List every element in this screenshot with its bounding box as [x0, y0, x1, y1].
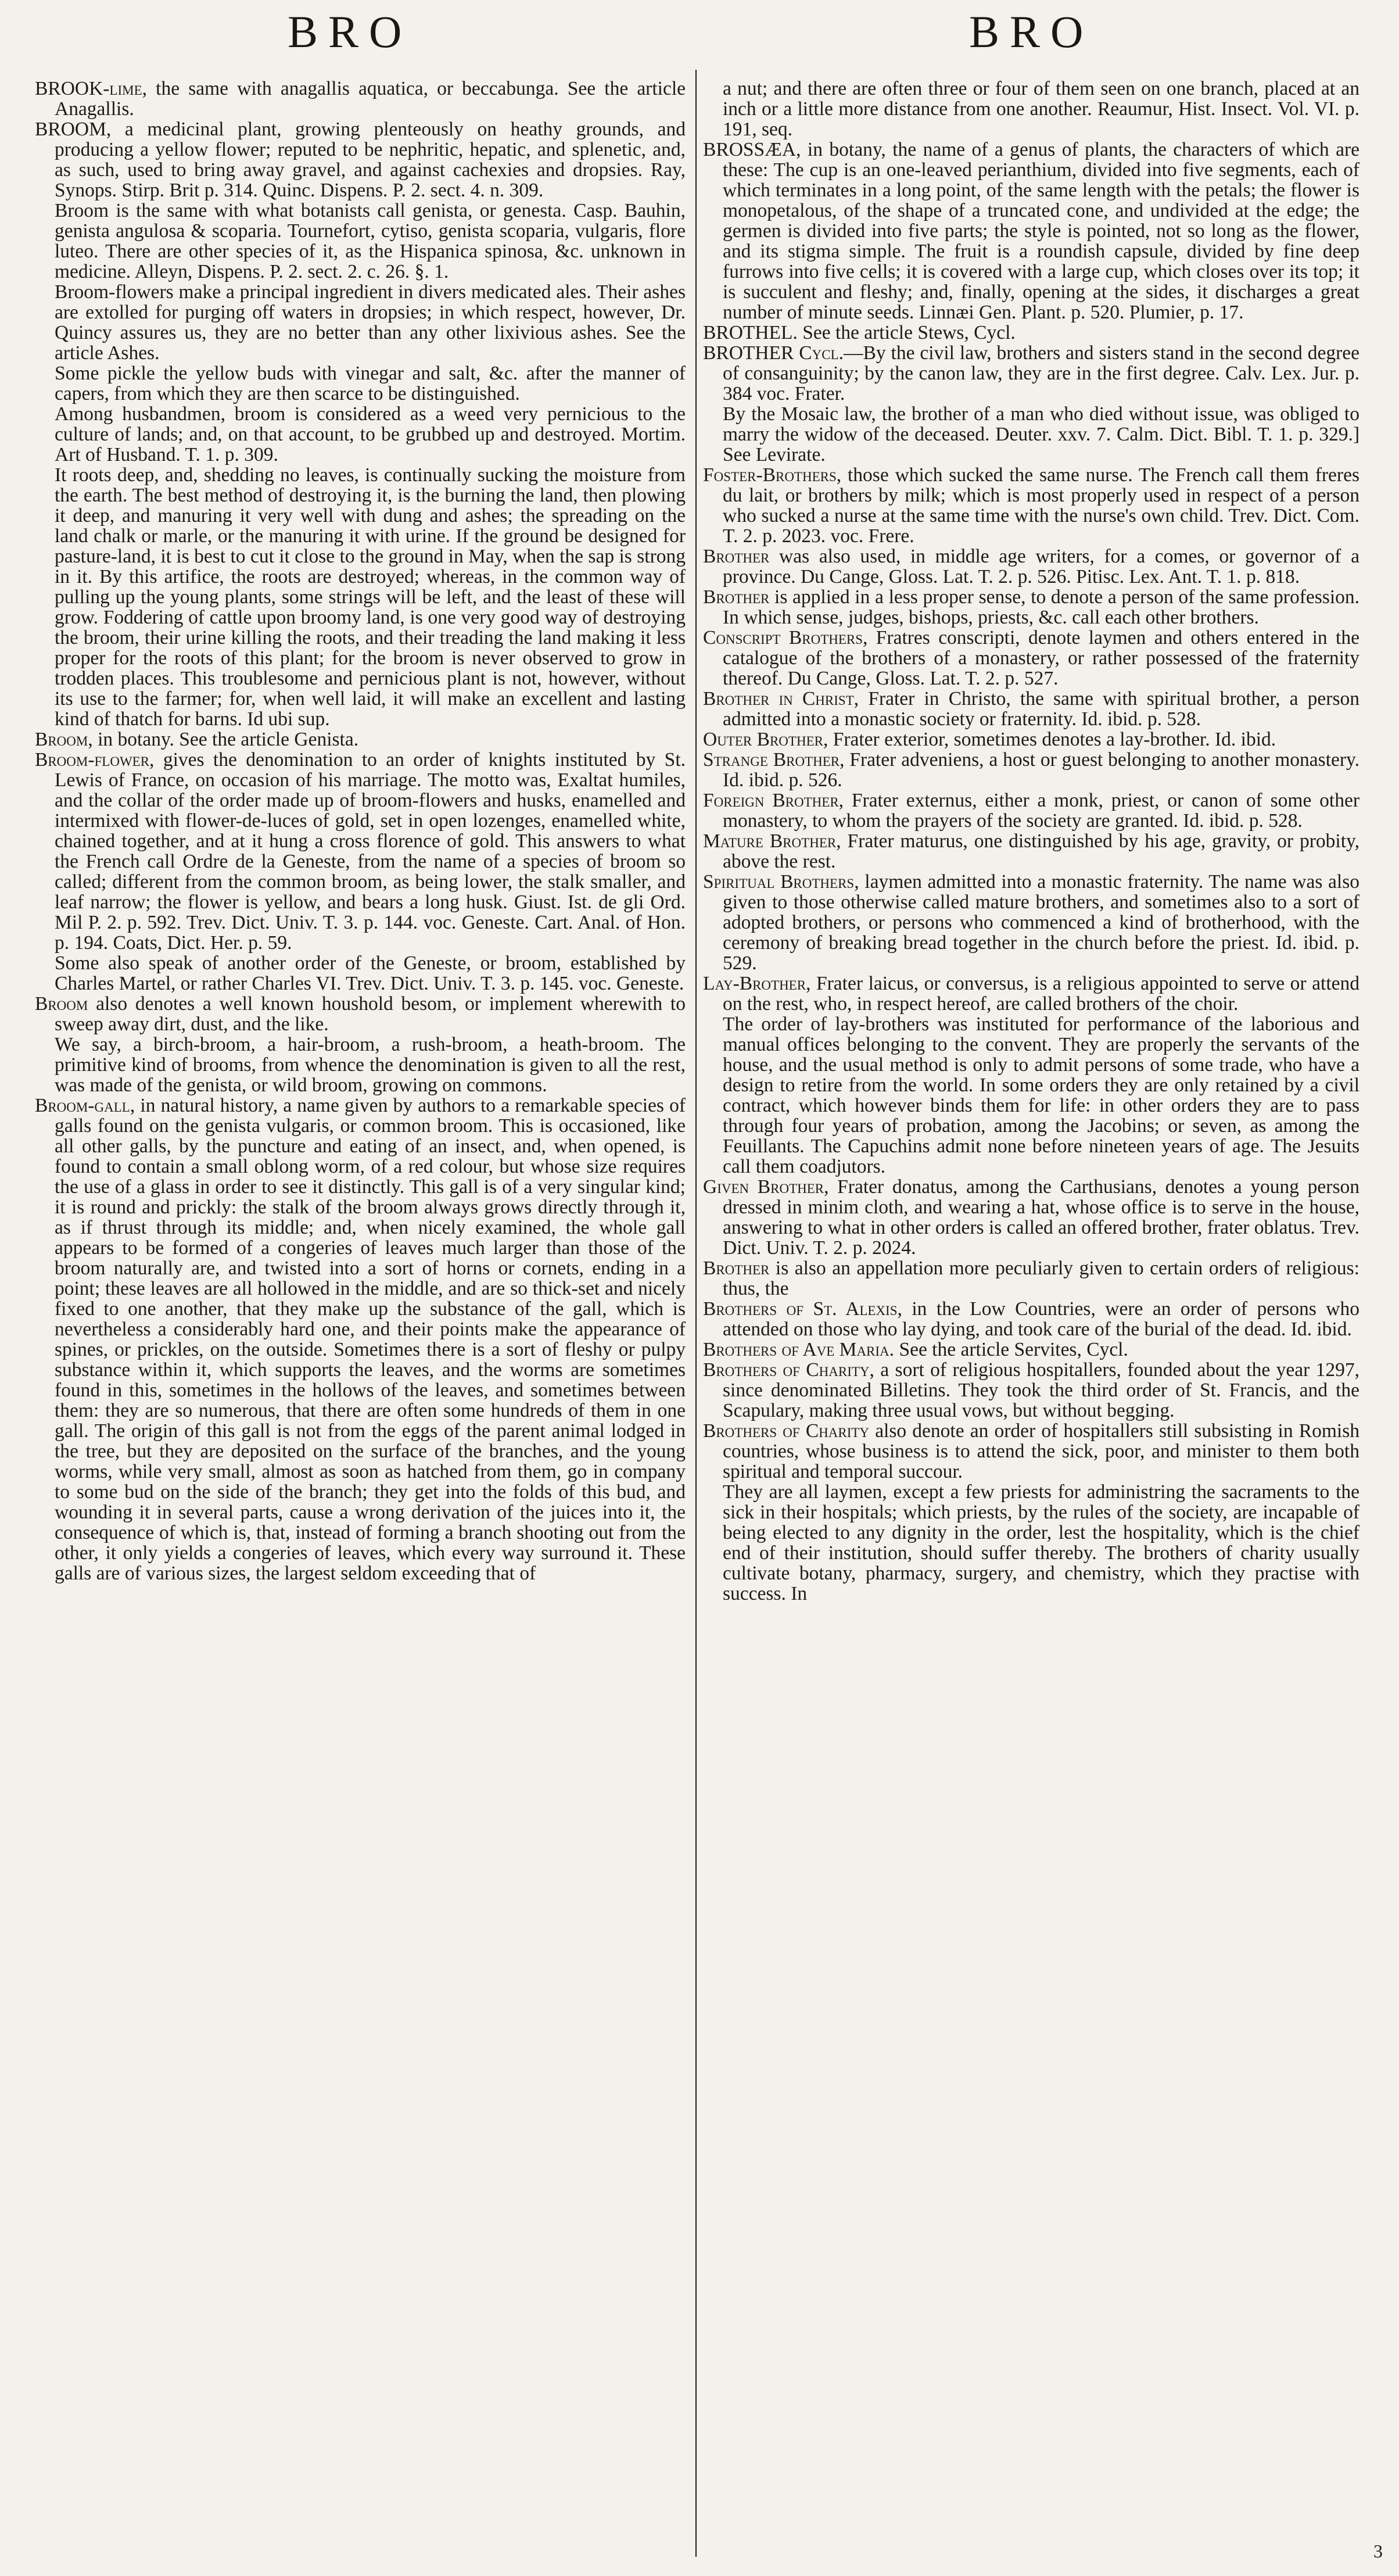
entry-text: Broom-flowers make a principal ingredient in divers medicated ales. Their ashes are extolled for purging off waters in dropsies; in which respect, however, Dr. Quincy assures us, they are no better than any other lixivious ashes. See the article Ashes.: [55, 281, 686, 364]
entry: [703, 546, 1359, 587]
entry-text: See the article Servites, Cycl.: [894, 1339, 1128, 1360]
headword: Brothers of Charity: [703, 1420, 870, 1442]
entry: [703, 1421, 1359, 1482]
entry-text: laymen admitted into a monastic fraternity. The name was also given to those otherwise called mature brothers, and sometimes also to a sort of adopted brothers, or persons who commenced a kind of brotherhood, with the ceremony of breaking bread together in the church before the priest. Id. ibid. p. 529.: [723, 871, 1359, 974]
headword: BROTHER Cycl.: [703, 342, 844, 364]
headword: BROOM,: [35, 119, 112, 140]
entry-text: also denotes a well known houshold besom, or implement wherewith to sweep away dirt, dust, and the like.: [55, 993, 686, 1035]
headword: Conscript Brothers,: [703, 627, 868, 649]
entry-text: Frater in Christo, the same with spiritual brother, a person admitted into a monastic society or fraternity. Id. ibid. p. 528.: [723, 688, 1359, 730]
headword: Mature Brother,: [703, 830, 841, 852]
entry: [703, 465, 1359, 546]
headword: Broom,: [35, 729, 93, 750]
entry: [703, 831, 1359, 872]
entry: [703, 404, 1359, 465]
entry: [35, 750, 686, 953]
entry-text: in botany. See the article Genista.: [92, 729, 359, 750]
entry: [703, 78, 1359, 139]
entry: [703, 139, 1359, 323]
headword: Brothers of Ave Maria.: [703, 1339, 895, 1360]
headword: Broom: [35, 993, 88, 1015]
entry: [703, 689, 1359, 729]
entry: [35, 78, 686, 119]
entry: [703, 750, 1359, 790]
headword: Brothers of Charity,: [703, 1359, 874, 1381]
entry: [703, 1482, 1359, 1604]
entry: [703, 790, 1359, 831]
headword: Lay-Brother,: [703, 973, 811, 994]
entry-text: It roots deep, and, shedding no leaves, is continually sucking the moisture from the earth. The best method of destroying it, is the burning the land, then plowing it deep, and manuring it very well with dung and ashes; the spreading on the land chalk or marle, or the manuring it with urine. If the ground be designed for pasture-land, it is best to cut it close to the ground in May, when the sap is strong in it. By this artifice, the roots are destroyed; whereas, in the common way of pulling up the young plants, some strings will be left, and the least of these will grow. Foddering of cattle upon broomy land, is one very good way of destroying the broom, their urine killing the roots, and their treading the land making it less proper for the roots of this plant; for the broom is never observed to grow in trodden places. This troublesome and pernicious plant is not, however, without its use to the farmer; for, when well laid, it will make an excellent and lasting kind of thatch for barns. Id ubi sup.: [55, 464, 686, 730]
entry: [35, 200, 686, 282]
entry-text: in the Low Countries, were an order of persons who attended on those who lay dying, and took care of the burial of the dead. Id. ibid.: [723, 1298, 1359, 1340]
entry-text: Among husbandmen, broom is considered as a weed very pernicious to the culture of lands; and, on that account, to be grubbed up and destroyed. Mortim. Art of Husband. T. 1. p. 309.: [55, 403, 686, 465]
entry: [703, 1299, 1359, 1339]
entry-text: By the Mosaic law, the brother of a man who died without issue, was obliged to marry the widow of the deceased. Deuter. xxv. 7. Calm. Dict. Bibl. T. 1. p. 329.] See Levirate.: [723, 403, 1359, 465]
entry: [703, 973, 1359, 1014]
entry: [35, 1095, 686, 1583]
entry: [703, 1258, 1359, 1299]
entry: [35, 404, 686, 465]
headword: BROTHEL.: [703, 322, 798, 343]
headword: Brother: [703, 546, 770, 567]
entry-text: is applied in a less proper sense, to denote a person of the same profession. In which sense, judges, bishops, priests, &c. call each other brothers.: [723, 586, 1359, 628]
headword: BROSSÆA,: [703, 139, 801, 160]
entry-text: Frater laicus, or conversus, is a religious appointed to serve or attend on the rest, who, in respect hereof, are called brothers of the choir.: [723, 973, 1359, 1015]
entry: [703, 587, 1359, 628]
entry: [703, 323, 1359, 343]
entry-text: Broom is the same with what botanists call genista, or genesta. Casp. Bauhin, genista angulosa & scoparia. Tournefort, cytiso, genista scoparia, vulgaris, flore luteo. There are other species of it, as the Hispanica spinosa, &c. unknown in medicine. Alleyn, Dispens. P. 2. sect. 2. c. 26. §. 1.: [55, 200, 686, 282]
entry: [703, 1177, 1359, 1258]
entry: [35, 363, 686, 404]
entry: [35, 1034, 686, 1095]
entry: [703, 1339, 1359, 1360]
entry-text: the same with anagallis aquatica, or beccabunga. See the article Anagallis.: [55, 78, 686, 120]
entry: [35, 119, 686, 200]
entry: [35, 465, 686, 729]
entry-text: a nut; and there are often three or four of them seen on one branch, placed at an inch or a little more distance from one another. Reaumur, Hist. Insect. Vol. VI. p. 191, seq.: [723, 78, 1359, 140]
entry: [35, 729, 686, 750]
entry: [35, 994, 686, 1034]
headword: BROOK-lime,: [35, 78, 148, 99]
entry-text: We say, a birch-broom, a hair-broom, a rush-broom, a heath-broom. The primitive kind of brooms, from whence the denomination is given to all the rest, was made of the genista, or wild broom, growing on commons.: [55, 1034, 686, 1096]
entry-text: See the article Stews, Cycl.: [797, 322, 1016, 343]
entry-text: Fratres conscripti, denote laymen and others entered in the catalogue of the brothers of a monastery, or rather possessed of the fraternity thereof. Du Cange, Gloss. Lat. T. 2. p. 527.: [723, 627, 1359, 689]
running-head-left: BRO: [288, 6, 412, 57]
column-divider: [695, 70, 697, 2557]
entry-text: Frater maturus, one distinguished by his age, gravity, or probity, above the rest.: [723, 830, 1359, 872]
entry-text: Frater externus, either a monk, priest, or canon of some other monastery, to whom the prayers of the society are granted. Id. ibid. p. 528.: [723, 790, 1359, 832]
running-head-right: BRO: [969, 6, 1094, 57]
entry-text: in natural history, a name given by authors to a remarkable species of galls found on the genista vulgaris, or common broom. This is occasioned, like all other galls, by the puncture and eating of an insect, and, when opened, is found to contain a small oblong worm, of a red colour, but whose size requires the use of a glass in order to see it distinctly. This gall is of a very singular kind; it is round and prickly: the stalk of the broom always grows directly through it, as if thrust through its middle; and, when nicely examined, the whole gall appears to be formed of a congeries of leaves much larger than those of the broom naturally are, and twisted into a sort of horns or cornets, ending in a point; these leaves are all hollowed in the middle, and are so thick-set and nicely fixed to one another, that they make up the substance of the gall, which is nevertheless a considerably hard one, and their points make the appearance of spines, or prickles, on the outside. Sometimes there is a sort of fleshy or pulpy substance within it, which supports the leaves, and the worms are sometimes found in this, sometimes in the hollows of the leaves, and sometimes between them: they are so numerous, that there are often some hundreds of them in one gall. The origin of this gall is not from the eggs of the parent animal lodged in the tree, but they are deposited on the surface of the branches, and the young worms, while very small, almost as soon as hatched from them, go in company to some bud on the side of the branch; they get into the folds of this bud, and wounding it in several parts, cause a wrong derivation of the juices into it, the consequence of which is, that, instead of forming a branch shooting out from the other, it only yields a congeries of leaves, which every way surround it. These galls are of various sizes, the largest seldom exceeding that of: [55, 1095, 686, 1584]
entry: [703, 872, 1359, 973]
entry-text: a medicinal plant, growing plenteously on heathy grounds, and producing a yellow flower; reputed to be nephritic, hepatic, and splenetic, and, as such, used to bring away gravel, and against cachexies and dropsies. Ray, Synops. Stirp. Brit p. 314. Quinc. Dispens. P. 2. sect. 4. n. 309.: [55, 119, 686, 201]
headword: Brother: [703, 586, 770, 608]
headword: Strange Brother,: [703, 749, 845, 771]
entry: [703, 1360, 1359, 1421]
entry-text: —By the civil law, brothers and sisters stand in the second degree of consanguinity; by the canon law, they are in the first degree. Calv. Lex. Jur. p. 384 voc. Frater.: [723, 342, 1359, 404]
entry-text: a sort of religious hospitallers, founded about the year 1297, since denominated Billetins. They took the third order of St. Francis, and the Scapulary, making three usual vows, but without begging.: [723, 1359, 1359, 1421]
page-number: 3: [1373, 2541, 1383, 2561]
entry: [703, 1014, 1359, 1177]
headword: Spiritual Brothers,: [703, 871, 859, 893]
entry-text: Frater donatus, among the Carthusians, denotes a young person dressed in minim cloth, and wearing a hat, whose office is to serve in the house, answering to what in other orders is called an offered brother, frater oblatus. Trev. Dict. Univ. T. 2. p. 2024.: [723, 1176, 1359, 1259]
entry-text: in botany, the name of a genus of plants, the characters of which are these: The cup is an one-leaved perianthium, divided into five segments, each of which terminates in a long point, of the same length with the petals; the flower is monopetalous, of the shape of a truncated cone, and undivided at the edge; the germen is divided into five parts; the style is pointed, not so long as the flower, and its stigma simple. The fruit is a roundish capsule, divided by fine deep furrows into five cells; it is covered with a large cup, which closes over its top; it is succulent and fleshy; and, finally, opening at the sides, it discharges a great number of minute seeds. Linnæi Gen. Plant. p. 520. Plumier, p. 17.: [723, 139, 1359, 323]
entry: [703, 628, 1359, 689]
entry-text: Frater adveniens, a host or guest belonging to another monastery. Id. ibid. p. 526.: [723, 749, 1359, 791]
headword: Brother: [703, 1257, 770, 1279]
left-column: [35, 78, 686, 2566]
entry-text: those which sucked the same nurse. The French call them freres du lait, or brothers by milk; which is most properly used in respect of a person who sucked a nurse at the same time with the nurse's own child. Trev. Dict. Com. T. 2. p. 2023. voc. Frere.: [723, 464, 1359, 547]
headword: Outer Brother,: [703, 729, 828, 750]
entry: [35, 282, 686, 363]
entry-text: Some also speak of another order of the Geneste, or broom, established by Charles Martel, or rather Charles VI. Trev. Dict. Univ. T. 3. p. 145. voc. Geneste.: [55, 952, 686, 994]
headword: Foreign Brother,: [703, 790, 844, 811]
entry: [35, 953, 686, 994]
entry-text: Some pickle the yellow buds with vinegar and salt, &c. after the manner of capers, from which they are then scarce to be distinguished.: [55, 363, 686, 404]
entry-text: gives the denomination to an order of knights instituted by St. Lewis of France, on occasion of his marriage. The motto was, Exaltat humiles, and the collar of the order made up of broom-flowers and husks, enamelled and intermixed with flower-de-luces of gold, set in open lozenges, enamelled white, chained together, and at it hung a cross florence of gold. This answers to what the French call Ordre de la Geneste, from the name of a species of broom so called; different from the common broom, as being lower, the stalk smaller, and leaf narrow; the flower is yellow, and bears a long husk. Giust. Ist. de gli Ord. Mil P. 2. p. 592. Trev. Dict. Univ. T. 3. p. 144. voc. Geneste. Cart. Anal. of Hon. p. 194. Coats, Dict. Her. p. 59.: [55, 749, 686, 954]
headword: Broom-gall,: [35, 1095, 135, 1116]
entry-text: The order of lay-brothers was instituted for performance of the laborious and manual offices belonging to the convent. They are properly the servants of the house, and the usual method is only to admit persons of some trade, who have a design to retire from the world. In some orders they are only retained by a civil contract, which however binds them for life: in other orders they are to pass through four years of probation, among the Jacobins; or seven, as among the Feuillants. The Capuchins admit none before nineteen years of age. The Jesuits call them coadjutors.: [723, 1013, 1359, 1177]
entry: [703, 343, 1359, 404]
headword: Brother in Christ,: [703, 688, 859, 710]
entry-text: Frater exterior, sometimes denotes a lay-brother. Id. ibid.: [828, 729, 1276, 750]
headword: Given Brother,: [703, 1176, 829, 1198]
entry-text: also denote an order of hospitallers still subsisting in Romish countries, whose business is to attend the sick, poor, and minister to them both spiritual and temporal succour.: [723, 1420, 1359, 1482]
entry-text: is also an appellation more peculiarly given to certain orders of religious: thus, the: [723, 1257, 1359, 1299]
right-column: [703, 78, 1359, 2566]
headword: Foster-Brothers,: [703, 464, 842, 486]
entry: [703, 729, 1359, 750]
headword: Broom-flower,: [35, 749, 155, 771]
entry-text: was also used, in middle age writers, for a comes, or governor of a province. Du Cange, Gloss. Lat. T. 2. p. 526. Pitisc. Lex. Ant. T. 1. p. 818.: [723, 546, 1359, 587]
entry-text: They are all laymen, except a few priests for administring the sacraments to the sick in their hospitals; which priests, by the rules of the society, are incapable of being elected to any dignity in the order, lest the hospitality, which is the chief end of their institution, should suffer thereby. The brothers of charity usually cultivate botany, pharmacy, surgery, and chemistry, which they practise with success. In: [723, 1481, 1359, 1604]
headword: Brothers of St. Alexis,: [703, 1298, 902, 1320]
